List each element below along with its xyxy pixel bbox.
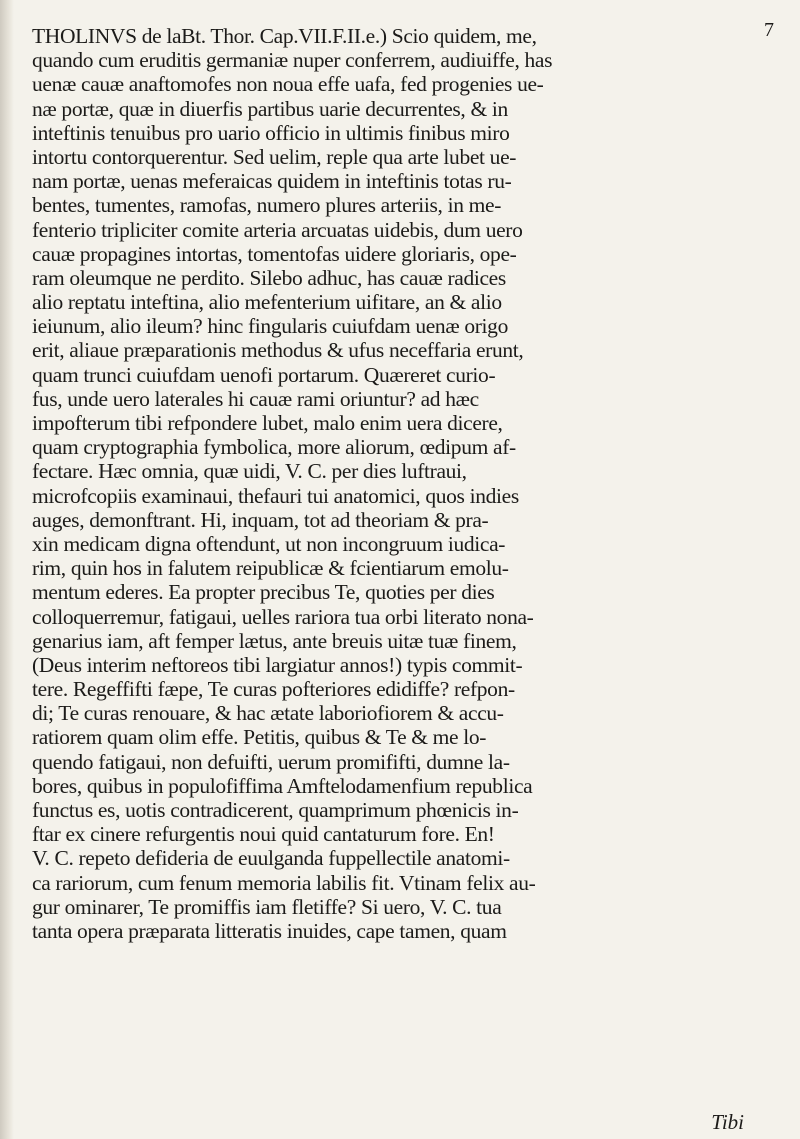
text-line: xin medicam digna oftendunt, ut non incongruum iudica- (32, 531, 506, 556)
text-line: functus es, uotis contradicerent, quamprimum phœnicis in- (32, 798, 519, 822)
text-line: nam portæ, uenas meferaicas quidem in inteftinis totas ru- (32, 169, 512, 194)
text-line: ratiorem quam olim effe. Petitis, quibus & Te & me lo- (32, 725, 487, 750)
text-line: erit, aliaue præparationis methodus & ufus neceffaria erunt, (32, 338, 524, 363)
text-line: auges, demonftrant. Hi, inquam, tot ad theoriam & pra- (32, 507, 489, 532)
text-line: ftar ex cinere refurgentis noui quid cantaturum fore. En! (32, 822, 495, 847)
text-line: quando cum eruditis germaniæ nuper conferrem, audiuiffe, has (32, 48, 553, 73)
text-line: rim, quin hos in falutem reipublicæ & fcientiarum emolu- (32, 556, 509, 581)
text-line: bentes, tumentes, ramofas, numero plures arteriis, in me- (32, 193, 502, 218)
text-line: impofterum tibi refpondere lubet, malo enim uera dicere, (32, 411, 503, 435)
text-line: V. C. repeto defideria de euulganda fuppellectile anatomi- (32, 846, 510, 871)
text-line: di; Te curas renouare, & hac ætate laboriofiorem & accu- (32, 701, 504, 726)
text-line: microfcopiis examinaui, thefauri tui anatomici, quos indies (32, 483, 519, 508)
catchword: Tibi (711, 1110, 744, 1134)
text-line: inteftinis tenuibus pro uario officio in ultimis finibus miro (32, 120, 510, 145)
text-line: tere. Regeffifti fæpe, Te curas pofteriores edidiffe? refpon- (32, 677, 515, 702)
text-line: fus, unde uero laterales hi cauæ rami oriuntur? ad hæc (32, 386, 479, 411)
text-line: næ portæ, quæ in diuerfis partibus uarie decurrentes, & in (32, 96, 508, 121)
text-line: ram oleumque ne perdito. Silebo adhuc, has cauæ radices (32, 265, 506, 290)
page-number: 7 (764, 19, 774, 41)
text-line: tanta opera præparata litteratis inuides, cape tamen, quam (32, 918, 507, 943)
text-line: (Deus interim neftoreos tibi largiatur annos!) typis commit- (32, 652, 523, 677)
text-line: bores, quibus in populofiffima Amftelodamenfium republica (32, 773, 533, 798)
binding-shadow (0, 0, 14, 1139)
text-line: quam trunci cuiufdam uenofi portarum. Quæreret curio- (32, 362, 496, 387)
text-line: ca rariorum, cum fenum memoria labilis fit. Vtinam felix au- (32, 870, 536, 895)
text-line: cauæ propagines intortas, tomentofas uidere gloriaris, ope- (32, 241, 517, 266)
body-text (32, 24, 768, 943)
text-line: intortu contorquerentur. Sed uelim, reple qua arte lubet ue- (32, 144, 517, 169)
text-line: alio reptatu inteftina, alio mefenterium uifitare, an & alio (32, 290, 502, 315)
text-line: ieiunum, alio ileum? hinc fingularis cuiufdam uenæ origo (32, 314, 508, 339)
text-line: THOLINVS de laBt. Thor. Cap.VII.F.II.e.) Scio quidem, me, (32, 24, 537, 48)
text-line: genarius iam, aft femper lætus, ante breuis uitæ tuæ finem, (32, 628, 517, 653)
text-line: quam cryptographia fymbolica, more aliorum, œdipum af- (32, 435, 516, 460)
text-line: uenæ cauæ anaftomofes non noua effe uafa, fed progenies ue- (32, 72, 544, 97)
text-line: fectare. Hæc omnia, quæ uidi, V. C. per dies luftraui, (32, 459, 467, 484)
text-line: colloquerremur, fatigaui, uelles rariora tua orbi literato nona- (32, 604, 534, 629)
text-line: quendo fatigaui, non defuifti, uerum promififti, dumne la- (32, 749, 510, 774)
text-line: fenterio tripliciter comite arteria arcuatas uidebis, dum uero (32, 217, 523, 242)
text-line: mentum ederes. Ea propter precibus Te, quoties per dies (32, 580, 495, 605)
text-line: gur ominarer, Te promiffis iam fletiffe? Si uero, V. C. tua (32, 894, 502, 919)
